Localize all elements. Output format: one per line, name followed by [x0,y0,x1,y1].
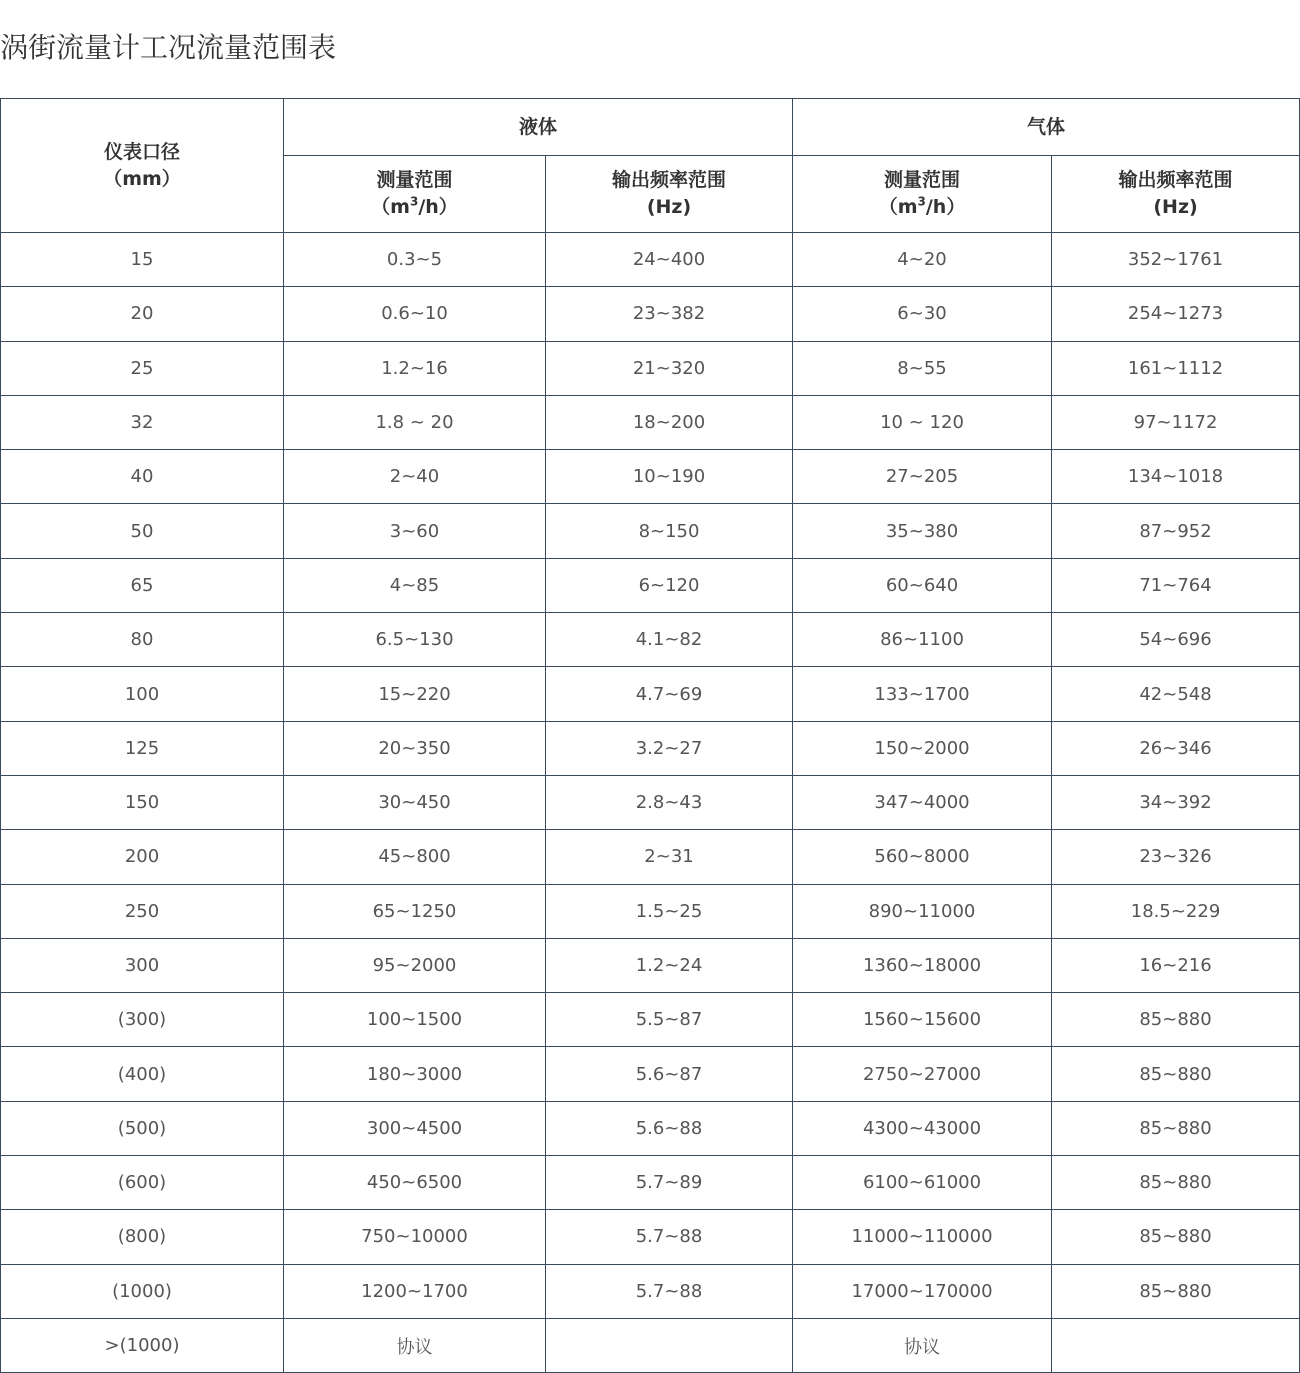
table-header-row [1,99,1300,156]
header-range-label: 测量范围 [884,169,961,191]
cell-diameter: >(1000) [1,1318,284,1372]
cell-gas-freq: 71~764 [1052,558,1300,612]
cell-liquid-range: 750~10000 [284,1210,546,1264]
cell-diameter: 250 [1,884,284,938]
header-freq-unit: (Hz) [646,196,692,218]
header-range-unit: $(m^3/h)$ [878,194,966,218]
cell-liquid-range: 15~220 [284,667,546,721]
header-freq-label: 输出频率范围 [612,169,727,191]
cell-gas-range: 560~8000 [793,830,1052,884]
cell-liquid-range: 0.6~10 [284,287,546,341]
table-row [1,558,1300,612]
cell-diameter: 20 [1,287,284,341]
header-range-label: 测量范围 [376,169,453,191]
table-row [1,830,1300,884]
cell-liquid-freq: 8~150 [546,504,793,558]
cell-diameter: 300 [1,938,284,992]
cell-diameter: 100 [1,667,284,721]
cell-liquid-range: 1.8 ~ 20 [284,395,546,449]
cell-gas-freq: 18.5~229 [1052,884,1300,938]
cell-gas-range: 8~55 [793,341,1052,395]
table-row [1,504,1300,558]
cell-gas-freq: 85~880 [1052,1210,1300,1264]
cell-gas-range: 27~205 [793,450,1052,504]
cell-gas-freq: 34~392 [1052,775,1300,829]
cell-gas-range: 133~1700 [793,667,1052,721]
cell-gas-freq: 352~1761 [1052,233,1300,287]
cell-liquid-range: 6.5~130 [284,613,546,667]
cell-gas-range: 4~20 [793,233,1052,287]
cell-gas-freq: 54~696 [1052,613,1300,667]
cell-gas-range: 11000~110000 [793,1210,1052,1264]
cell-gas-range: 86~1100 [793,613,1052,667]
header-freq-label: 输出频率范围 [1118,169,1233,191]
cell-gas-freq [1052,1318,1300,1372]
cell-gas-range: 1360~18000 [793,938,1052,992]
cell-liquid-range: 95~2000 [284,938,546,992]
cell-gas-range: 150~2000 [793,721,1052,775]
cell-gas-freq: 85~880 [1052,1047,1300,1101]
table-row [1,884,1300,938]
cell-diameter: 65 [1,558,284,612]
cell-gas-range: 6~30 [793,287,1052,341]
table-row [1,341,1300,395]
cell-liquid-freq: 4.1~82 [546,613,793,667]
cell-diameter: (300) [1,993,284,1047]
cell-liquid-freq: 4.7~69 [546,667,793,721]
cell-liquid-freq: 6~120 [546,558,793,612]
cell-liquid-freq: 23~382 [546,287,793,341]
table-row [1,450,1300,504]
cell-liquid-freq: 21~320 [546,341,793,395]
header-liquid-freq [546,156,793,233]
table-row [1,667,1300,721]
cell-gas-freq: 161~1112 [1052,341,1300,395]
cell-diameter: 150 [1,775,284,829]
cell-liquid-freq: 5.6~87 [546,1047,793,1101]
header-gas-freq [1052,156,1300,233]
cell-diameter: 15 [1,233,284,287]
cell-gas-freq: 23~326 [1052,830,1300,884]
cell-gas-range: 35~380 [793,504,1052,558]
cell-liquid-range: 3~60 [284,504,546,558]
cell-diameter: 125 [1,721,284,775]
cell-liquid-range: 4~85 [284,558,546,612]
table-row [1,1101,1300,1155]
header-liquid-range [284,156,546,233]
header-diameter [1,99,284,233]
cell-liquid-freq: 5.6~88 [546,1101,793,1155]
cell-liquid-freq: 2.8~43 [546,775,793,829]
cell-liquid-range: 1.2~16 [284,341,546,395]
header-gas-range [793,156,1052,233]
cell-liquid-range: 180~3000 [284,1047,546,1101]
cell-liquid-freq: 2~31 [546,830,793,884]
cell-diameter: 25 [1,341,284,395]
cell-diameter: 80 [1,613,284,667]
table-row [1,1156,1300,1210]
flow-range-table [0,98,1300,1373]
page-title: 涡街流量计工况流量范围表 [0,31,337,64]
cell-liquid-range: 2~40 [284,450,546,504]
cell-liquid-freq: 18~200 [546,395,793,449]
cell-liquid-freq: 5.7~88 [546,1210,793,1264]
cell-liquid-range: 0.3~5 [284,233,546,287]
cell-liquid-freq: 1.2~24 [546,938,793,992]
table-row [1,613,1300,667]
cell-liquid-range: 30~450 [284,775,546,829]
cell-gas-freq: 85~880 [1052,1264,1300,1318]
cell-diameter: 50 [1,504,284,558]
cell-diameter: (500) [1,1101,284,1155]
table-row [1,1318,1300,1372]
cell-gas-freq: 254~1273 [1052,287,1300,341]
header-liquid: 液体 [284,99,793,156]
cell-gas-range: 协议 [793,1318,1052,1372]
cell-liquid-range: 1200~1700 [284,1264,546,1318]
cell-gas-range: 890~11000 [793,884,1052,938]
cell-liquid-range: 20~350 [284,721,546,775]
cell-liquid-range: 450~6500 [284,1156,546,1210]
table-row [1,395,1300,449]
header-freq-unit: (Hz) [1153,196,1198,218]
table-row [1,287,1300,341]
cell-liquid-freq [546,1318,793,1372]
cell-diameter: 40 [1,450,284,504]
cell-gas-freq: 85~880 [1052,1101,1300,1155]
cell-gas-freq: 97~1172 [1052,395,1300,449]
cell-gas-freq: 87~952 [1052,504,1300,558]
cell-liquid-range: 协议 [284,1318,546,1372]
cell-diameter: (600) [1,1156,284,1210]
cell-liquid-freq: 10~190 [546,450,793,504]
table-row [1,233,1300,287]
table-row [1,1047,1300,1101]
header-gas: 气体 [793,99,1300,156]
cell-gas-freq: 16~216 [1052,938,1300,992]
table-row [1,775,1300,829]
cell-gas-range: 1560~15600 [793,993,1052,1047]
cell-gas-range: 17000~170000 [793,1264,1052,1318]
cell-liquid-range: 45~800 [284,830,546,884]
header-diameter-label: 仪表口径 [103,140,180,163]
table-row [1,1264,1300,1318]
cell-liquid-range: 65~1250 [284,884,546,938]
cell-diameter: (800) [1,1210,284,1264]
cell-liquid-freq: 5.7~88 [546,1264,793,1318]
header-diameter-unit: （mm） [103,167,181,190]
cell-liquid-freq: 3.2~27 [546,721,793,775]
cell-gas-range: 10 ~ 120 [793,395,1052,449]
cell-gas-range: 6100~61000 [793,1156,1052,1210]
cell-diameter: 200 [1,830,284,884]
cell-liquid-freq: 1.5~25 [546,884,793,938]
cell-gas-range: 347~4000 [793,775,1052,829]
cell-gas-range: 4300~43000 [793,1101,1052,1155]
cell-gas-freq: 134~1018 [1052,450,1300,504]
cell-gas-freq: 85~880 [1052,993,1300,1047]
table-row [1,938,1300,992]
header-range-unit: $(m^3/h)$ [371,194,458,218]
cell-diameter: (400) [1,1047,284,1101]
table-row [1,1210,1300,1264]
cell-liquid-freq: 5.5~87 [546,993,793,1047]
cell-gas-freq: 85~880 [1052,1156,1300,1210]
table-row [1,721,1300,775]
cell-gas-range: 60~640 [793,558,1052,612]
cell-gas-range: 2750~27000 [793,1047,1052,1101]
cell-diameter: (1000) [1,1264,284,1318]
cell-gas-freq: 26~346 [1052,721,1300,775]
cell-liquid-freq: 24~400 [546,233,793,287]
cell-liquid-range: 300~4500 [284,1101,546,1155]
cell-diameter: 32 [1,395,284,449]
table-row [1,993,1300,1047]
cell-gas-freq: 42~548 [1052,667,1300,721]
cell-liquid-range: 100~1500 [284,993,546,1047]
cell-liquid-freq: 5.7~89 [546,1156,793,1210]
